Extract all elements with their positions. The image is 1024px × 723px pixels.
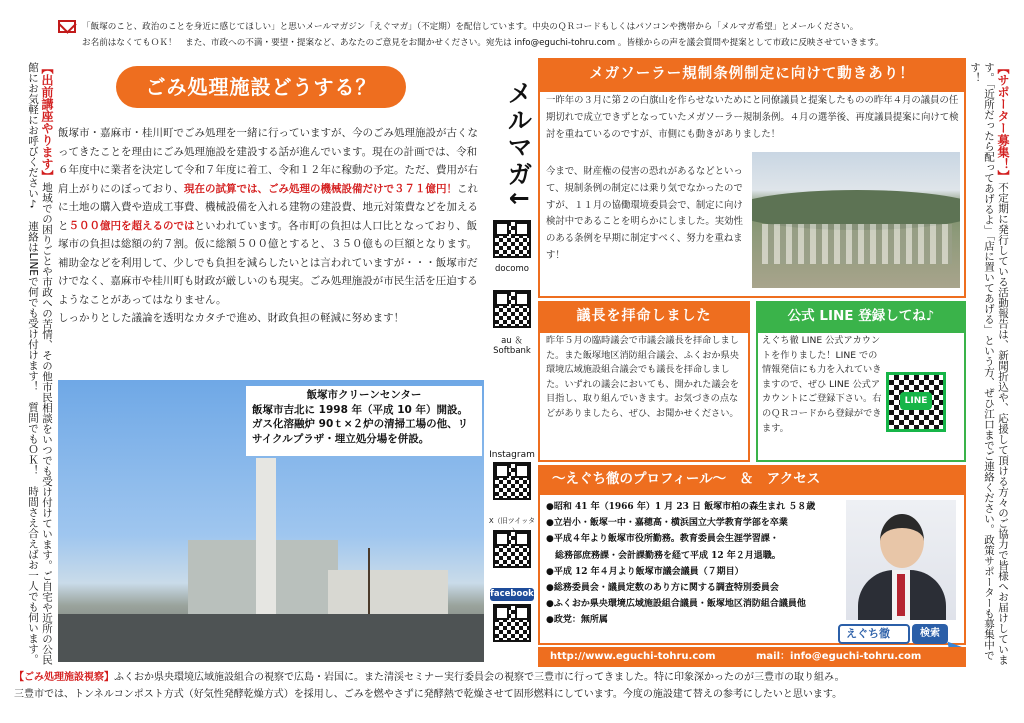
line-text: えぐち徹 LINE 公式アカウントを作りました！LINE での情報発信にも力を入れていきますので、ぜひ LINE 公式アカウントにご登録下さい。右のＱＲコードから登録ができます。 <box>762 335 882 434</box>
header-line-2: お名前はなくてもＯＫ！ また、市政への不満・要望・提案など、あなたのご意見をお聞かせください。宛先は info@eguchi-tohru.com 。皆様からの声を議会質問や提案として市政に反映させていきます。 <box>82 38 884 48</box>
qr-code-facebook[interactable] <box>493 604 531 642</box>
gomi-paragraph-3: といわれています。各市町の負担は人口比となっており、飯塚市の負担は総額の約７割。仮に総額５００億とすると、３５０億もの巨額となります。補助金などを利用して、少しでも負担を減らしたいとは言われていますが・・・飯塚市だけでなく、嘉麻市や桂川町も財政が厳しいのも現実。ごみ処理施設が市民生活を圧迫するようなことがあってはなりません。 <box>58 219 478 306</box>
profile-item: ●平成 12 年４月より飯塚市議会議員（７期目） <box>546 566 744 577</box>
caption-title: 飯塚市クリーンセンター <box>306 389 422 401</box>
gomi-article <box>58 124 482 328</box>
qr-label-au-softbank: au ＆ Softbank <box>493 336 531 356</box>
portrait-head <box>880 514 924 568</box>
gomi-highlight-1: 現在の試算では、ごみ処理の機械設備だけで３７１億円！ <box>184 182 457 195</box>
demae-text: 地域での困りごとや市政への苦情、その他市民相談をいつでも受け付けています。ご自宅や近所の公民館にお気軽にお呼びください♪ 連絡はLINEで何でも受け付けます！ 質問でもＯＫ！ 時間さえ合えばお一人でも伺います。 <box>27 62 53 665</box>
search-input[interactable]: えぐち徹 <box>838 624 910 644</box>
qr-code-au-softbank[interactable] <box>493 290 531 328</box>
supporter-column <box>968 62 1010 666</box>
demae-heading: 【出前講座やります】 <box>40 62 54 182</box>
megasolar-text-top: 一昨年の３月に第２の白旗山を作らせないためにと同僚議員と提案したものの昨年４月の議員の任期切れで成立できずとなっていたメガソーラー規制条例。４月の選挙後、再度議員提案に向けて検討を重ねているのですが、市側にも動きがありました！ <box>546 95 959 140</box>
profile-item: ●昭和 41 年（1966 年）1 月 23 日 飯塚市柏の森生まれ ５８歳 <box>546 502 816 512</box>
instagram-label: Instagram <box>489 450 535 460</box>
profile-list <box>546 499 842 629</box>
gicho-title: 議長を拝命しました <box>538 301 750 331</box>
landscape-photo <box>752 152 960 288</box>
photo-tree <box>368 548 394 618</box>
megasolar-text-side: 今まで、財産権の侵害の恐れがあるなどといって、規制条例の制定には乗り気でなかったのですが、１１月の協働環境委員会で、制定に向け検討中であることを明らかにしました。実効性のある条例を早期に制定すべく、努力を重ねます！ <box>546 166 743 261</box>
gicho-text: 昨年５月の臨時議会で市議会議長を拝命しました。また飯塚地区消防組合議会、ふくおか県央環境広域施設組合議会でも議長を拝命しました。いずれの議会においても、開かれた議会を目指し、取り組んでいきます。お気づきの点などがありましたら、ぜひ、お聞かせください。 <box>546 335 739 419</box>
melmaga-title: メルマガ↓ <box>504 80 533 211</box>
search-button[interactable]: 検索 <box>912 624 948 644</box>
profile-item: 総務部庶務課・会計課勤務を経て平成 12 年２月退職。 <box>546 550 781 561</box>
profile-item: ●立岩小・飯塚一中・嘉穂高・横浜国立大学教育学部を卒業 <box>546 518 788 529</box>
caption-text: 飯塚市吉北に 1998 年（平成 10 年）開設。ガス化溶融炉 90ｔ×２炉の清掃工場の他、リサイクルプラザ・埋立処分場を併設。 <box>252 403 469 445</box>
qr-code-docomo[interactable] <box>493 220 531 258</box>
profile-item: ●平成４年より飯塚市役所勤務。教育委員会生涯学習課・ <box>546 534 779 545</box>
qr-code-instagram[interactable] <box>493 462 531 500</box>
x-label: X（旧ツイッタ <box>488 517 536 525</box>
demae-column <box>12 62 54 666</box>
inspection-line-2: 三豊市では、トンネルコンポスト方式（好気性発酵乾燥方式）を採用し、ごみを燃やさずに発酵熱で乾燥させて固形燃料にしています。今度の施設建て替えの参考にしたいと思います。 <box>14 689 843 700</box>
facebook-label: facebook <box>490 589 534 599</box>
line-title: 公式 LINE 登録してね♪ <box>756 301 966 331</box>
gomi-highlight-2: ５００億円を超えるのでは <box>68 219 195 232</box>
photo-town <box>762 224 952 264</box>
gomi-paragraph-4: しっかりとした議論を透明なカタチで進め、財政負担の軽減に努めます！ <box>58 312 405 324</box>
header-line-1: 「飯塚のこと、政治のことを身近に感じてほしい」と思いメールマガジン「えぐマガ」（不定期）を配信しています。中央のＱＲコードもしくはパソコンや携帯から「メルマガ希望」とメールください。 <box>82 22 859 32</box>
mail-icon <box>58 20 76 33</box>
header <box>0 0 1024 58</box>
megasolar-title: メガソーラー規制条例制定に向けて動きあり！ <box>538 58 966 90</box>
qr-label-docomo: docomo <box>495 264 529 274</box>
website-link[interactable]: http://www.eguchi-tohru.com <box>550 651 716 662</box>
melmaga-column <box>488 58 536 664</box>
inspection-report <box>14 669 1010 703</box>
gomi-paragraph-2: これに土地の購入費や造成工事費、機械設備を入れる建物の建設費、地元対策費などを加えると <box>58 182 478 232</box>
inspection-line-1: ふくおか県央環境広域施設組合の視察で広島・岩国に。また清渓セミナー実行委員会の視察で三豊市に行ってきました。特に印象深かったのが三豊市の取り組み。 <box>114 672 845 683</box>
photo-road <box>58 614 484 662</box>
supporter-heading: 【サポーター募集！】 <box>996 62 1010 182</box>
profile-item: ●総務委員会・議員定数のあり方に関する調査特別委員会 <box>546 583 779 594</box>
photo-caption <box>246 386 482 456</box>
supporter-text: 不定期に発行している活動報告は、新聞折込や、応援して頂ける方々のご協力で皆様へお届けしています。「近所だったら配ってあげるよ」「店に置いてあげる」という方、ぜひ江口までご連絡ください。政策サポーターも募集中です！ <box>969 62 1009 665</box>
email-link[interactable]: mail：info@eguchi-tohru.com <box>756 651 922 662</box>
portrait-tie <box>897 574 905 616</box>
contact-bar <box>538 647 966 667</box>
profile-item: ●政党：無所属 <box>546 615 608 626</box>
profile-item: ●ふくおか県央環境広域施設組合議員・飯塚地区消防組合議員他 <box>546 599 806 610</box>
photo-chimney <box>256 458 276 618</box>
gomi-paragraph-1: 飯塚市・嘉麻市・桂川町でごみ処理を一緒に行っていますが、今のごみ処理施設が古くなってきたことを理由にごみ処理施設を建設する話が進んでいます。現在の計画では、令和６年度中に業者を決定して令和７年度に着工、令和１２年に稼動の予定。ただ、費用が右肩上がりにのぼっており、 <box>58 127 478 195</box>
gomi-title: ごみ処理施設どうする？ <box>116 66 406 108</box>
portrait-photo <box>846 500 956 620</box>
line-badge: LINE <box>900 392 932 410</box>
inspection-heading: 【ごみ処理施設視察】 <box>14 672 114 683</box>
qr-code-x[interactable] <box>493 530 531 568</box>
profile-title: ～えぐち徹のプロフィール～ ＆ アクセス <box>538 465 966 493</box>
